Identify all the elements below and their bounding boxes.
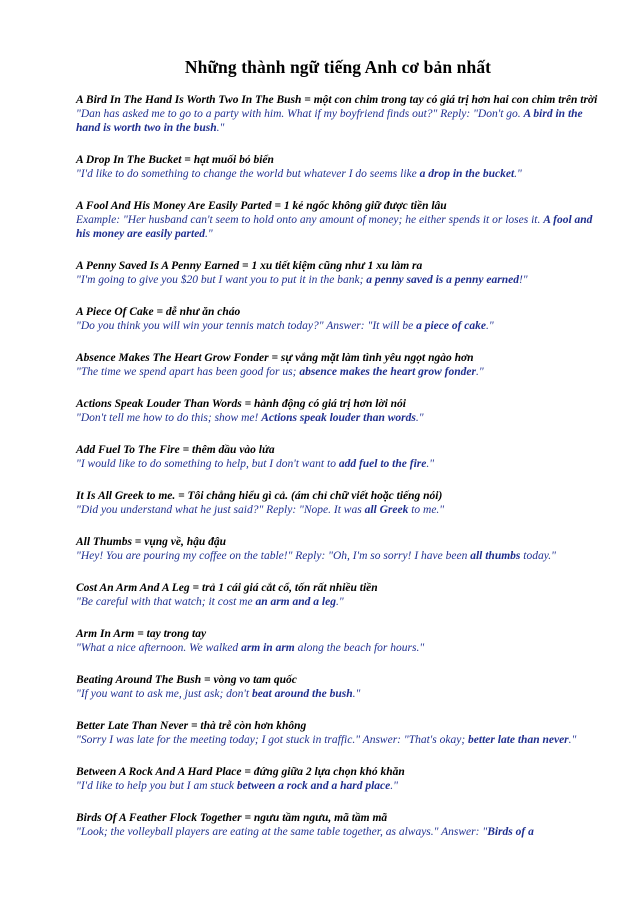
example-text: Example: "Her husband can't seem to hold onto any amount of money; he either spends it or loses it. (76, 214, 544, 226)
idiom-entry (76, 93, 600, 135)
idiom-example (76, 595, 600, 609)
example-text-end: ." (390, 780, 398, 792)
idiom-heading: A Fool And His Money Are Easily Parted = 1 kẻ ngốc không giữ được tiền lâu (76, 200, 447, 212)
idiom-entry (76, 443, 600, 471)
idiom-entry (76, 765, 600, 793)
example-idiom-highlight: a piece of cake (416, 320, 486, 332)
example-text-end: ." (475, 366, 484, 378)
idiom-example (76, 641, 600, 655)
example-text-end: ." (415, 412, 424, 424)
idiom-heading: It Is All Greek to me. = Tôi chẳng hiểu gì cả. (ám chỉ chữ viết hoặc tiếng nói) (76, 490, 443, 502)
idiom-heading: A Drop In The Bucket = hạt muối bỏ biển (76, 154, 274, 166)
example-idiom-highlight: arm in arm (241, 642, 295, 654)
idiom-example (76, 457, 600, 471)
example-idiom-highlight: beat around the bush (251, 688, 353, 700)
example-text: "Be careful with that watch; it cost me (76, 596, 256, 608)
idiom-example (76, 503, 600, 517)
example-text: "Hey! You are pouring my coffee on the table!" Reply: "Oh, I'm so sorry! I have been (76, 550, 471, 562)
example-text-end: along the beach for hours." (294, 642, 425, 654)
idiom-example (76, 107, 600, 135)
example-idiom-highlight: an arm and a leg (255, 596, 336, 608)
example-text-end: ." (486, 320, 494, 332)
example-text-end: !" (518, 274, 528, 286)
idiom-example (76, 319, 600, 333)
idiom-entry (76, 199, 600, 241)
example-idiom-highlight: Birds of a (487, 826, 534, 838)
idiom-example (76, 779, 600, 793)
example-text: "Look; the volleyball players are eating at the same table together, as always." Answer: " (76, 826, 488, 838)
example-text-end: ." (205, 228, 213, 240)
idiom-entry (76, 305, 600, 333)
example-text-end: ." (352, 688, 361, 700)
idiom-example (76, 167, 600, 181)
idiom-heading: Arm In Arm = tay trong tay (76, 628, 207, 640)
idiom-entry (76, 397, 600, 425)
idiom-entry (76, 259, 600, 287)
example-text-end: to me." (408, 504, 445, 516)
idiom-heading: Actions Speak Louder Than Words = hành động có giá trị hơn lời nói (76, 398, 407, 410)
idiom-heading: A Piece Of Cake = dễ như ăn cháo (76, 306, 241, 318)
example-idiom-highlight: absence makes the heart grow fonder (299, 366, 476, 378)
example-text: "I'd like to help you but I am stuck (76, 780, 237, 792)
idiom-example (76, 825, 600, 839)
example-text: "I'd like to do something to change the world but whatever I do seems like (76, 168, 420, 180)
example-text: "I'm going to give you $20 but I want you to put it in the bank; (76, 274, 367, 286)
idiom-entry (76, 351, 600, 379)
example-idiom-highlight: all Greek (364, 504, 409, 516)
idiom-entry (76, 581, 600, 609)
example-text-end: today." (520, 550, 556, 562)
idiom-example (76, 273, 600, 287)
example-idiom-highlight: better late than never (468, 734, 569, 746)
example-text-end: ." (514, 168, 522, 180)
example-text: "If you want to ask me, just ask; don't (76, 688, 252, 700)
idiom-example (76, 549, 600, 563)
example-text: "Did you understand what he just said?" Reply: "Nope. It was (76, 504, 365, 516)
idiom-heading: Absence Makes The Heart Grow Fonder = sự vắng mặt làm tình yêu ngọt ngào hơn (76, 352, 474, 364)
example-text: "Don't tell me how to do this; show me! (76, 412, 262, 424)
document-body (76, 0, 600, 857)
idiom-example (76, 213, 600, 241)
example-idiom-highlight: add fuel to the fire (338, 458, 427, 470)
idiom-heading: A Penny Saved Is A Penny Earned = 1 xu tiết kiệm cũng như 1 xu làm ra (76, 260, 423, 272)
idiom-entry (76, 719, 600, 747)
idiom-heading: All Thumbs = vụng về, hậu đậu (76, 536, 227, 548)
idiom-heading: Beating Around The Bush = vòng vo tam quốc (76, 674, 297, 686)
idiom-entry (76, 627, 600, 655)
example-idiom-highlight: a penny saved is a penny earned (366, 274, 519, 286)
example-text: "Dan has asked me to go to a party with him. What if my boyfriend finds out?" Reply: "Don't go. (76, 108, 524, 120)
idiom-heading: Between A Rock And A Hard Place = đứng giữa 2 lựa chọn khó khăn (76, 766, 405, 778)
idiom-heading: Better Late Than Never = thà trễ còn hơn không (76, 720, 307, 732)
page-title: Những thành ngữ tiếng Anh cơ bản nhất (184, 57, 492, 77)
idiom-example (76, 687, 600, 701)
example-text-end: ." (335, 596, 344, 608)
example-text: "Sorry I was late for the meeting today; I got stuck in traffic." Answer: "That's okay; (76, 734, 469, 746)
idiom-list (76, 93, 600, 839)
example-idiom-highlight: Actions speak louder than words (261, 412, 416, 424)
idiom-heading: Birds Of A Feather Flock Together = ngưu tầm ngưu, mã tầm mã (76, 812, 388, 824)
example-text: "What a nice afternoon. We walked (76, 642, 242, 654)
idiom-example (76, 411, 600, 425)
example-idiom-highlight: A bird in the hand is worth two in the bush (76, 108, 583, 134)
example-text: "I would like to do something to help, but I don't want to (76, 458, 339, 470)
example-text-end: ." (216, 122, 225, 134)
idiom-heading: Cost An Arm And A Leg = trả 1 cái giá cắt cổ, tốn rất nhiều tiền (76, 582, 378, 594)
example-text-end: ." (568, 734, 577, 746)
example-idiom-highlight: a drop in the bucket (419, 168, 515, 180)
idiom-heading: A Bird In The Hand Is Worth Two In The Bush = một con chim trong tay có giá trị hơn hai con chim trên trời (76, 94, 598, 106)
idiom-heading: Add Fuel To The Fire = thêm dầu vào lửa (76, 444, 275, 456)
idiom-entry (76, 811, 600, 839)
idiom-example (76, 733, 600, 747)
example-text: "The time we spend apart has been good for us; (76, 366, 300, 378)
idiom-entry (76, 153, 600, 181)
example-idiom-highlight: all thumbs (470, 550, 521, 562)
example-text: "Do you think you will win your tennis match today?" Answer: "It will be (76, 320, 417, 332)
example-idiom-highlight: A fool and his money are easily parted (76, 214, 593, 240)
example-text-end: ." (426, 458, 435, 470)
idiom-entry (76, 673, 600, 701)
idiom-example (76, 365, 600, 379)
example-idiom-highlight: between a rock and a hard place (236, 780, 391, 792)
idiom-entry (76, 535, 600, 563)
idiom-entry (76, 489, 600, 517)
